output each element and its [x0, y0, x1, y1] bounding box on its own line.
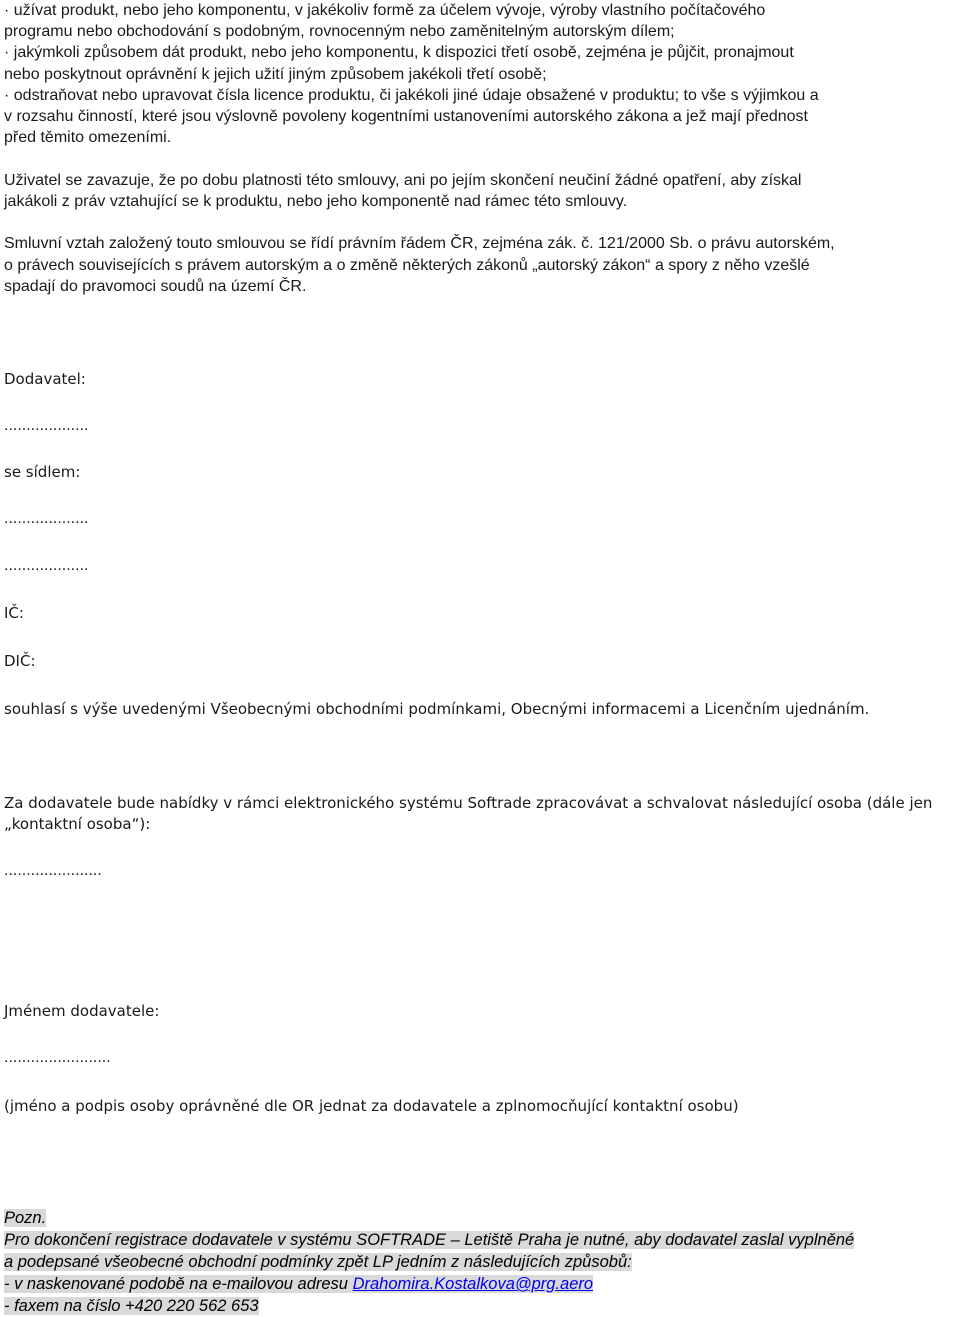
- dodavatel-label: Dodavatel:: [4, 370, 86, 388]
- restriction-line: programu nebo obchodování s podobným, rovnocenným nebo zaměnitelným autorským dílem;: [4, 23, 675, 40]
- registration-note: [4, 1207, 960, 1317]
- restriction-line: · užívat produkt, nebo jeho komponentu, v jakékoliv formě za účelem vývoje, výroby vlastního počítačového: [4, 2, 766, 19]
- contact-person-value: ......................: [4, 862, 102, 879]
- obligation-line: Uživatel se zavazuje, že po dobu platnosti této smlouvy, ani po jejím skončení neučiní žádné opatření, aby získal: [4, 172, 802, 189]
- dodavatel-value: ...................: [4, 417, 89, 434]
- sidlo-value-2: ...................: [4, 557, 89, 574]
- dic-label: DIČ:: [4, 652, 36, 670]
- agreement-text: souhlasí s výše uvedenými Všeobecnými obchodními podmínkami, Obecnými informacemi a Licenčním ujednáním.: [4, 700, 870, 718]
- note-line: Pro dokončení registrace dodavatele v systému SOFTRADE – Letiště Praha je nutné, aby dodavatel zaslal vyplněné: [4, 1231, 855, 1249]
- restriction-line: nebo poskytnout oprávnění k jejich užití jiným způsobem jakékoli třetí osobě;: [4, 66, 547, 83]
- note-line: - faxem na číslo +420 220 562 653: [4, 1297, 259, 1315]
- jmenem-label: Jménem dodavatele:: [4, 1002, 160, 1020]
- sidlo-value: ...................: [4, 510, 89, 527]
- signature-note: (jméno a podpis osoby oprávněné dle OR jednat za dodavatele a zplnomocňující kontaktní osobu): [4, 1097, 739, 1115]
- jurisdiction-line: spadají do pravomoci soudů na území ČR.: [4, 278, 307, 295]
- note-line: a podepsané všeobecné obchodní podmínky zpět LP jedním z následujících způsobů:: [4, 1253, 632, 1271]
- note-title: Pozn.: [4, 1209, 47, 1227]
- sidlo-label: se sídlem:: [4, 463, 81, 481]
- contact-person-text: „kontaktní osoba“):: [4, 815, 151, 833]
- obligation-line: jakákoli z práv vztahující se k produktu, nebo jeho komponentě nad rámec této smlouvy.: [4, 193, 628, 210]
- restriction-line: · odstraňovat nebo upravovat čísla licence produktu, či jakékoli jiné údaje obsažené v produktu; to vše s výjimkou a: [4, 87, 819, 104]
- jurisdiction-line: Smluvní vztah založený touto smlouvou se řídí právním řádem ČR, zejména zák. č. 121/2000 Sb. o právu autorském,: [4, 235, 835, 252]
- ic-label: IČ:: [4, 604, 24, 622]
- restriction-line: · jakýmkoli způsobem dát produkt, nebo jeho komponentu, k dispozici třetí osobě, zejména je půjčit, pronajmout: [4, 44, 794, 61]
- jurisdiction-line: o právech souvisejících s právem autorským a o změně některých zákonů „autorský zákon“ a spory z něho vzešlé: [4, 257, 810, 274]
- note-line: [4, 1275, 593, 1293]
- contact-person-text: Za dodavatele bude nabídky v rámci elektronického systému Softrade zpracovávat a schvalovat následující osoba (dále jen: [4, 794, 933, 812]
- email-link[interactable]: Drahomira.Kostalkova@prg.aero: [352, 1275, 594, 1293]
- restriction-line: před těmito omezeními.: [4, 129, 172, 146]
- restriction-line: v rozsahu činností, které jsou výslovně povoleny kogentními ustanoveními autorského zákona a jež mají přednost: [4, 108, 808, 125]
- note-email-prefix: - v naskenované podobě na e-mailovou adresu: [4, 1275, 353, 1293]
- jmenem-value: ........................: [4, 1049, 111, 1066]
